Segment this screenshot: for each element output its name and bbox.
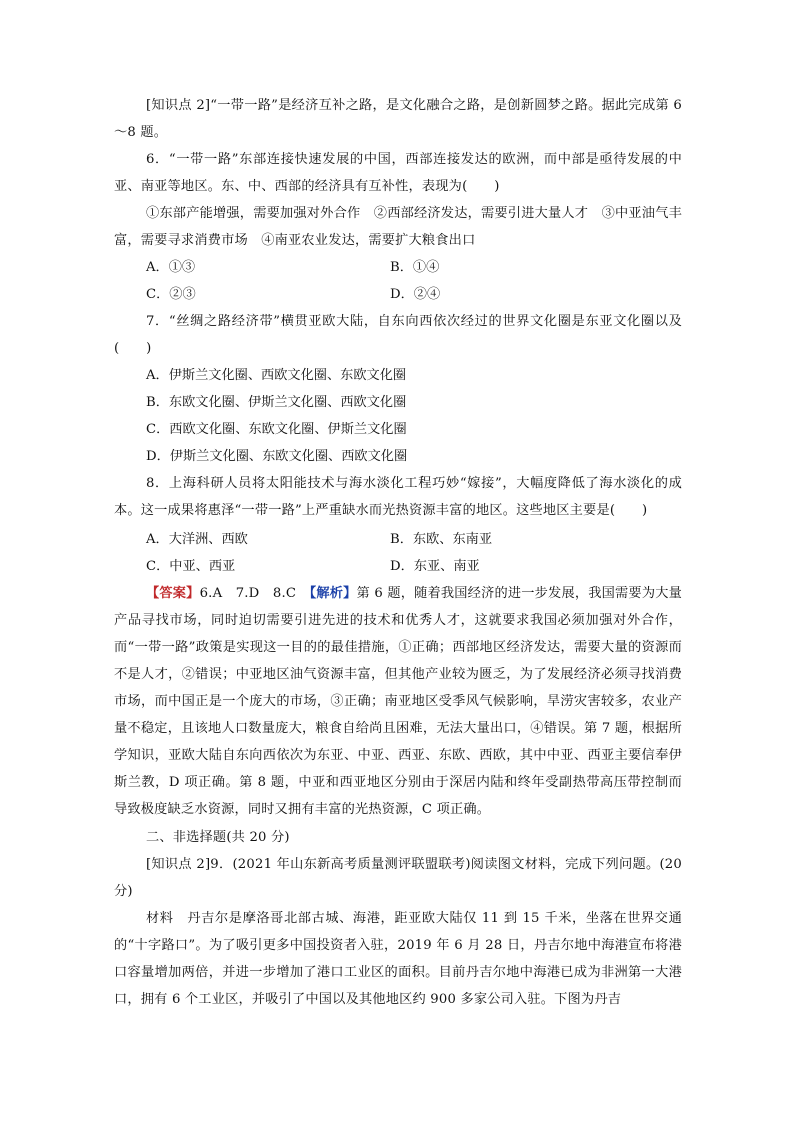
question-7-option-b: B．东欧文化圈、伊斯兰文化圈、西欧文化圈: [146, 395, 407, 410]
question-6-stem: 6．“一带一路”东部连接快速发展的中国，西部连接发达的欧洲，而中部是亟待发展的中亚、南亚等地区。东、中、西部的经济具有互补性，表现为( ): [114, 152, 682, 194]
analysis-tag: 【解析】: [309, 586, 357, 601]
question-8-stem: 8．上海科研人员将太阳能技术与海水淡化工程巧妙“嫁接”，大幅度降低了海水淡化的成本。这一成果将惠泽“一带一路”上严重缺水而光热资源丰富的地区。这些地区主要是( ): [114, 476, 682, 518]
question-6-option-b: B．①④: [390, 260, 440, 275]
question-7-stem: 7．“丝绸之路经济带”横贯亚欧大陆，自东向西依次经过的世界文化圈是东亚文化圈以及( ): [114, 314, 682, 356]
question-8-option-a: A．大洋洲、西欧: [146, 532, 248, 547]
answer-tag: 【答案】: [146, 586, 200, 601]
question-7-option-a: A．伊斯兰文化圈、西欧文化圈、东欧文化圈: [146, 368, 407, 383]
question-6-option-a: A．①③: [146, 260, 196, 275]
question-8-option-c: C．中亚、西亚: [146, 559, 236, 574]
question-8-option-b: B．东欧、东南亚: [390, 532, 493, 547]
analysis-text: 第 6 题，随着我国经济的进一步发展，我国需要为大量产品寻找市场，同时迫切需要引进先进的技术和优秀人才，这就要求我国必须加强对外合作，而“一带一路”政策是实现这一目的的最佳措施，①正确；西部地区经济发达，需要大量的资源而不是人才，②错误；中亚地区油气资源丰富，但其他产业较为匮乏，为了发展经济必须寻找消费市场，而中国正是一个庞大的市场，③正确；南亚地区受季风气候影响，旱涝灾害较多，农业产量不稳定，且该地人口数量庞大，粮食自给尚且困难，无法大量出口，④错误。第 7 题，根据所学知识，亚欧大陆自东向西依次为东亚、中亚、西亚、东欧、西欧，其中中亚、西亚主要信奉伊斯兰教，D 项正确。第 8 题，中亚和西亚地区分别由于深居内陆和终年受副热带高压带控制而导致极度缺乏水资源，同时又拥有丰富的光热资源，C 项正确。: [114, 586, 682, 817]
question-9-stem: [知识点 2]9．(2021 年山东新高考质量测评联盟联考)阅读图文材料，完成下列问题。(20 分): [114, 857, 682, 899]
question-6-option-d: D．②④: [390, 287, 441, 302]
question-9-material: 材料 丹吉尔是摩洛哥北部古城、海港，距亚欧大陆仅 11 到 15 千米，坐落在世界交通的“十字路口”。为了吸引更多中国投资者入驻，2019 年 6 月 28 日，丹吉尔地中海港宣布将港口容量增加两倍，并进一步增加了港口工业区的面积。目前丹吉尔地中海港已成为非洲第一大港口，拥有 6 个工业区，并吸引了中国以及其他地区约 900 多家公司入驻。下图为丹吉: [114, 911, 682, 1007]
answer-analysis-block: [114, 580, 682, 823]
question-6-option-c: C．②③: [146, 287, 196, 302]
answer-values: 6.A 7.D 8.C: [199, 586, 310, 601]
section-2-heading: 二、非选择题(共 20 分): [146, 830, 290, 845]
question-7-option-c: C．西欧文化圈、东欧文化圈、伊斯兰文化圈: [146, 422, 407, 437]
question-6-statements: ①东部产能增强，需要加强对外合作 ②西部经济发达，需要引进大量人才 ③中亚油气丰富，需要寻求消费市场 ④南亚农业发达，需要扩大粮食出口: [114, 206, 682, 248]
intro-paragraph: [知识点 2]“一带一路”是经济互补之路，是文化融合之路，是创新圆梦之路。据此完成第 6～8 题。: [114, 98, 682, 140]
question-7-option-d: D．伊斯兰文化圈、东欧文化圈、西欧文化圈: [146, 449, 408, 464]
question-8-option-d: D．东亚、南亚: [390, 559, 480, 574]
